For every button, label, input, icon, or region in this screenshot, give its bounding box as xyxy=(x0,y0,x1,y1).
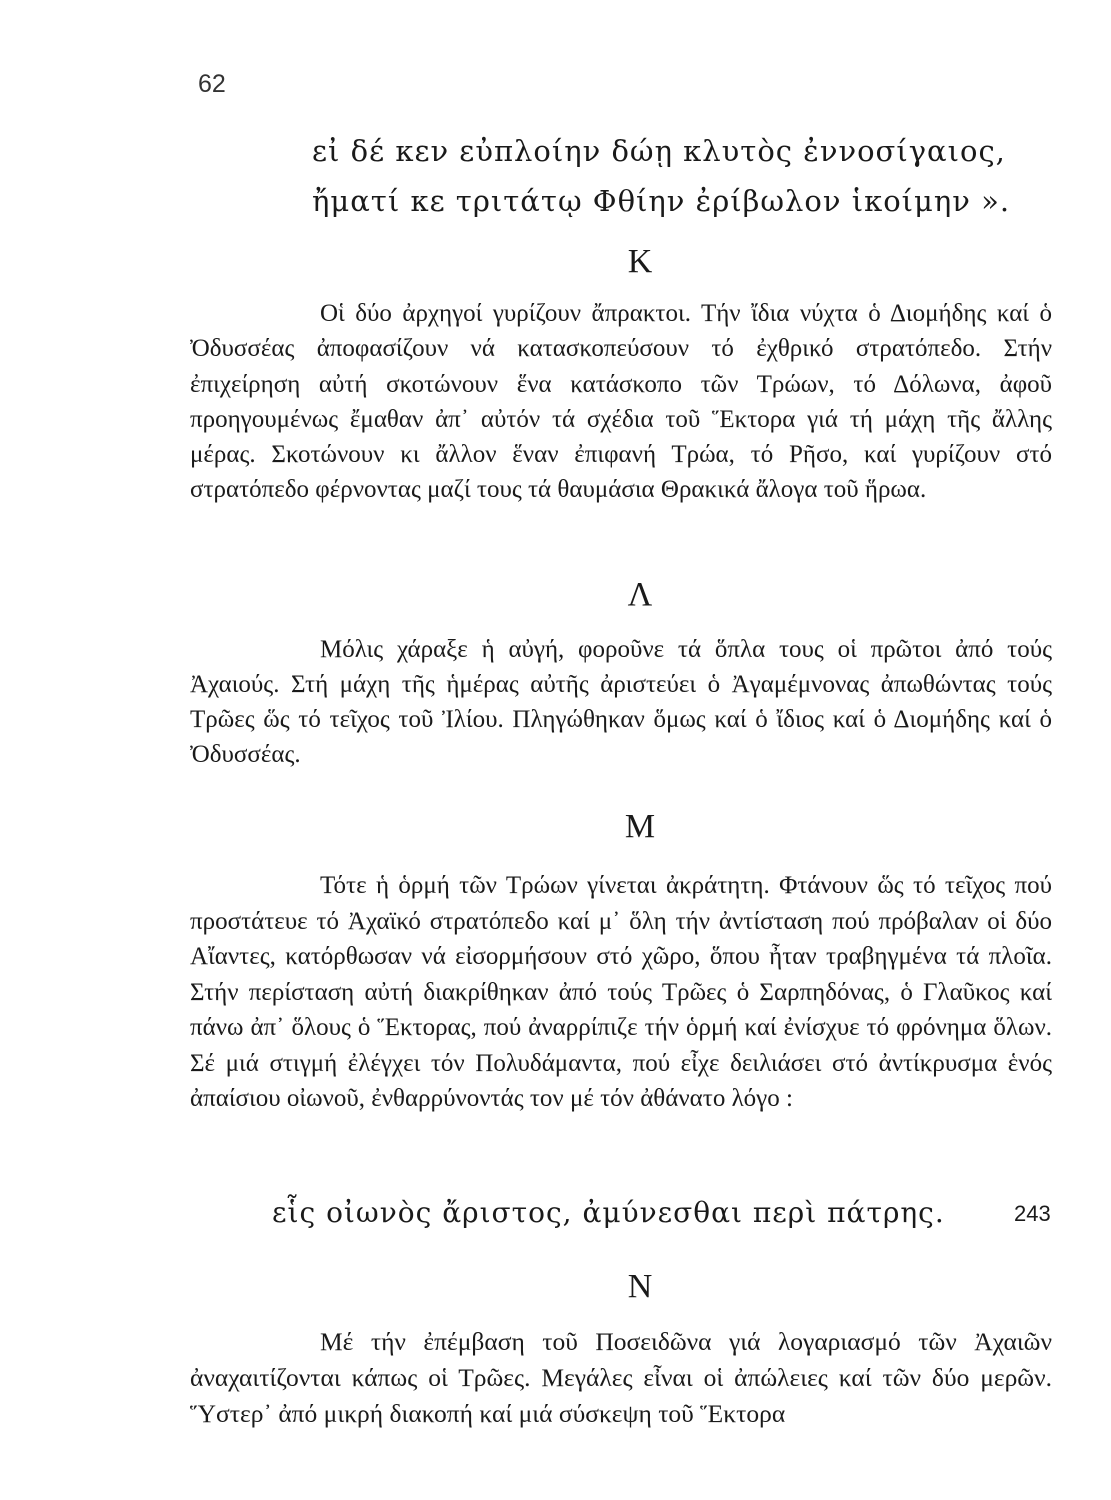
paragraph-kappa-text: Οἱ δύο ἀρχηγοί γυρίζουν ἄπρακτοι. Τήν ἴδια νύχτα ὁ Διομήδης καί ὁ Ὀδυσσέας ἀποφασίζουν νά κατασκοπεύσουν τό ἐχθρικό στρατόπεδο. Στήν ἐπιχείρηση αὐτή σκοτώνουν ἕνα κατάσκοπο τῶν Τρώων, τό Δόλωνα, ἀφοῦ προηγουμένως ἔμαθαν ἀπ᾽ αὐτόν τά σχέδια τοῦ Ἕκτορα γιά τή μάχη τῆς ἄλλης μέρας. Σκοτώνουν κι ἄλλον ἕναν ἐπιφανή Τρώα, τό Ρῆσο, καί γυρίζουν στό στρατόπεδο φέρνοντας μαζί τους τά θαυμάσια Θρακικά ἄλογα τοῦ ἥρωα. xyxy=(190,300,1052,504)
verse-line-2: ἤματί κε τριτάτῳ Φθίην ἐρίβωλον ἱκοίμην ». xyxy=(312,184,1011,218)
paragraph-kappa xyxy=(190,296,1052,508)
paragraph-nu-text: Μέ τήν ἐπέμβαση τοῦ Ποσειδῶνα γιά λογαριασμό τῶν Ἀχαιῶν ἀναχαιτίζονται κάπως οἱ Τρῶες. Μεγάλες εἶναι οἱ ἀπώλειες καί τῶν δύο μερῶν. Ὕστερ᾽ ἀπό μικρή διακοπή καί μιά σύσκεψη τοῦ Ἕκτορα xyxy=(190,1327,1052,1428)
quote-line-number: 243 xyxy=(1014,1201,1051,1226)
verse-line-1: εἰ δέ κεν εὐπλοίην δώῃ κλυτὸς ἐννοσίγαιος, xyxy=(312,134,1006,168)
section-heading-kappa: Κ xyxy=(627,243,653,280)
section-heading-lambda: Λ xyxy=(627,576,653,613)
page-number: 62 xyxy=(198,70,226,98)
paragraph-lambda-text: Μόλις χάραξε ἡ αὐγή, φοροῦνε τά ὅπλα τους οἱ πρῶτοι ἀπό τούς Ἀχαιούς. Στή μάχη τῆς ἡμέρας αὐτῆς ἀριστεύει ὁ Ἀγαμέμνονας ἀπωθώντας τούς Τρῶες ὥς τό τεῖχος τοῦ Ἰλίου. Πληγώθηκαν ὅμως καί ὁ ἴδιος καί ὁ Διομήδης καί ὁ Ὀδυσσέας. xyxy=(190,636,1052,768)
paragraph-lambda xyxy=(190,632,1052,772)
paragraph-nu xyxy=(190,1324,1052,1432)
section-heading-nu: Ν xyxy=(627,1268,653,1305)
section-heading-mu: Μ xyxy=(624,808,656,845)
paragraph-mu xyxy=(190,868,1052,1117)
paragraph-mu-text: Τότε ἡ ὁρμή τῶν Τρώων γίνεται ἀκράτητη. Φτάνουν ὥς τό τεῖχος πού προστάτευε τό Ἀχαϊκό στρατόπεδο καί μ᾽ ὅλη τήν ἀντίσταση πού πρόβαλαν οἱ δύο Αἴαντες, κατόρθωσαν νά εἰσορμήσουν στό χῶρο, ὅπου ἦταν τραβηγμένα τά πλοῖα. Στήν περίσταση αὐτή διακρίθηκαν ἀπό τούς Τρῶες ὁ Σαρπηδόνας, ὁ Γλαῦκος καί πάνω ἀπ᾽ ὅλους ὁ Ἕκτορας, πού ἀναρρίπιζε τήν ὁρμή καί ἐνίσχυε τό φρόνημα ὅλων. Σέ μιά στιγμή ἐλέγχει τόν Πολυδάμαντα, πού εἶχε δειλιάσει στό ἀντίκρυσμα ἑνός ἀπαίσιου οἰωνοῦ, ἐνθαρρύνοντάς τον μέ τόν ἀθάνατο λόγο : xyxy=(190,872,1052,1112)
homeric-quote: εἷς οἰωνὸς ἄριστος, ἀμύνεσθαι περὶ πάτρης. xyxy=(272,1196,945,1229)
